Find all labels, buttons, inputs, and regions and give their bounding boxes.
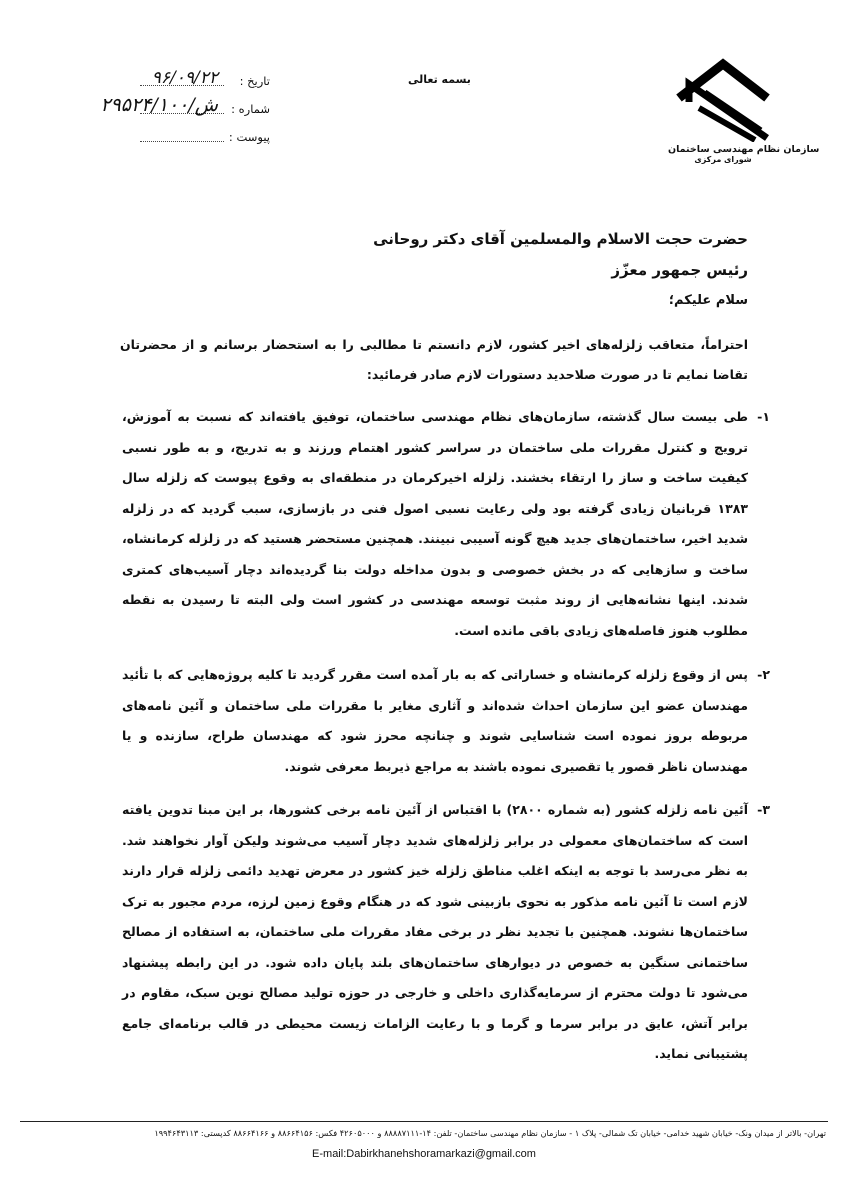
basmala: بسمه تعالی xyxy=(408,73,471,86)
addressee-title: رئیس جمهور معزّز xyxy=(611,261,748,279)
intro-paragraph: احتراماً، متعاقب زلزله‌های اخیر کشور، لازم دانستم تا مطالبی را به استحضار برسانم و از محضرتان تقاضا نمایم تا در صورت صلاحدید دستورات لازم صادر فرمائید: xyxy=(120,337,748,382)
list-item xyxy=(122,795,770,1070)
list-item xyxy=(122,402,770,646)
item-number: ۱- xyxy=(757,409,770,424)
attachment-row xyxy=(100,130,270,158)
addressee xyxy=(373,224,748,286)
addressee-name: حضرت حجت الاسلام والمسلمین آقای دکتر روحانی xyxy=(373,230,748,248)
footer-email: E-mail:Dabirkhanehshoramarkazi@gmail.com xyxy=(312,1148,536,1160)
item-text: طی بیست سال گذشته، سازمان‌های نظام مهندسی ساختمان، توفیق یافته‌اند که نسبت به آموزش، ترویج و کنترل مقررات ملی ساختمان در سراسر کشور اهتمام ورزند و به تدریج، و به طور نسبی کیفیت ساخت و ساز را ارتقاء بخشند. زلزله اخیرکرمان در منطقه‌ای به وقوع پیوست که زلزله سال ۱۳۸۳ قربانیان زیادی گرفته بود ولی رعایت نسبی اصول فنی در بازسازی، سبب گردید که در زلزله شدید اخیر، ساختمان‌های جدید هیچ گونه آسیبی نبینند. همچنین مستحضر هستید که در زلزله کرمانشاه، ساخت و سازهایی که در بخش خصوصی و بدون مداخله دولت بنا گردیده‌اند دچار آسیب‌های کمتری شدند. اینها نشانه‌هایی از روند مثبت توسعه مهندسی در کشور است ولی البته تا رسیدن به نقطه مطلوب هنوز فاصله‌های زیادی باقی مانده است. xyxy=(122,409,748,638)
item-text: پس از وقوع زلزله کرمانشاه و خساراتی که به بار آمده است مقرر گردید تا کلیه پروژه‌هایی که با تأئید مهندسان عضو این سازمان احداث شده‌اند و آثاری مغایر با مقررات ملی ساختمان و آئین نامه‌های مربوطه بروز نموده است شناسایی شوند و چنانچه محرز شود که مهندسان طراح، سازنده و یا مهندسان ناظر قصور یا تقصیری نموده باشند به مراجع ذیربط معرفی شوند. xyxy=(122,667,748,774)
organization-subtitle: شورای مرکزی xyxy=(694,155,752,164)
number-label: شماره : xyxy=(231,102,270,116)
item-text: آئین نامه زلزله کشور (به شماره ۲۸۰۰) با اقتباس از آئین نامه برخی کشورها، بر این مبنا تدوین یافته است که ساختمان‌های معمولی در برابر زلزله‌های شدید دچار آسیب می‌شوند ولیکن آوار نخواهند شد. به نظر می‌رسد با توجه به اینکه اغلب مناطق زلزله خیز کشور در معرض تهدید دائمی زلزله قرار دارند لازم است تا آئین نامه مذکور به نحوی بازبینی شود که در هنگام وقوع زمین لرزه، مردم مجبور به ترک ساختمان‌ها نشوند. همچنین با تجدید نظر در برخی مفاد مقررات ملی ساختمان، به استفاده از مصالح ساختمانی سنگین به خصوص در دیوارهای ساختمان‌های بلند پایان داده شود. در این رابطه پیشنهاد می‌شود تا دولت محترم از سرمایه‌گذاری داخلی و خارجی در حوزه تولید مصالح نوین سبک، مقاوم در برابر آتش، عایق در برابر سرما و گرما و با رعایت الزامات زیست محیطی در قالب برنامه‌ای جامع پشتیبانی نماید. xyxy=(122,802,748,1061)
chevron-logo-icon xyxy=(675,58,771,142)
date-label: تاریخ : xyxy=(239,74,270,88)
date-value: ۹۶/۰۹/۲۲ xyxy=(151,68,218,88)
organization-logo xyxy=(668,58,820,180)
list-item xyxy=(122,660,770,782)
footer-divider xyxy=(20,1121,828,1122)
number-row xyxy=(100,94,270,130)
letter-meta xyxy=(100,68,270,158)
organization-name: سازمان نظام مهندسی ساختمان xyxy=(668,144,820,155)
item-number: ۳- xyxy=(757,802,770,817)
footer-address: تهران- بالاتر از میدان ونک- خیابان شهید خدامی- خیابان تک شمالی- پلاک ۱ - سازمان نظام مهندسی ساختمان- تلفن: ۱۴-۸۸۸۸۷۱۱۱ و ۴۲۶۰۵۰۰۰ فکس: ۸۸۶۶۴۱۵۶ و ۸۸۶۶۴۱۶۶ کدپستی: ۱۹۹۴۶۴۳۱۱۳ xyxy=(154,1128,826,1138)
attachment-label: پیوست : xyxy=(228,130,270,144)
item-number: ۲- xyxy=(757,667,770,682)
number-value: ۲۹۵۲۴/ش/۱۰۰ xyxy=(100,94,218,116)
greeting: سلام علیکم؛ xyxy=(668,293,748,308)
